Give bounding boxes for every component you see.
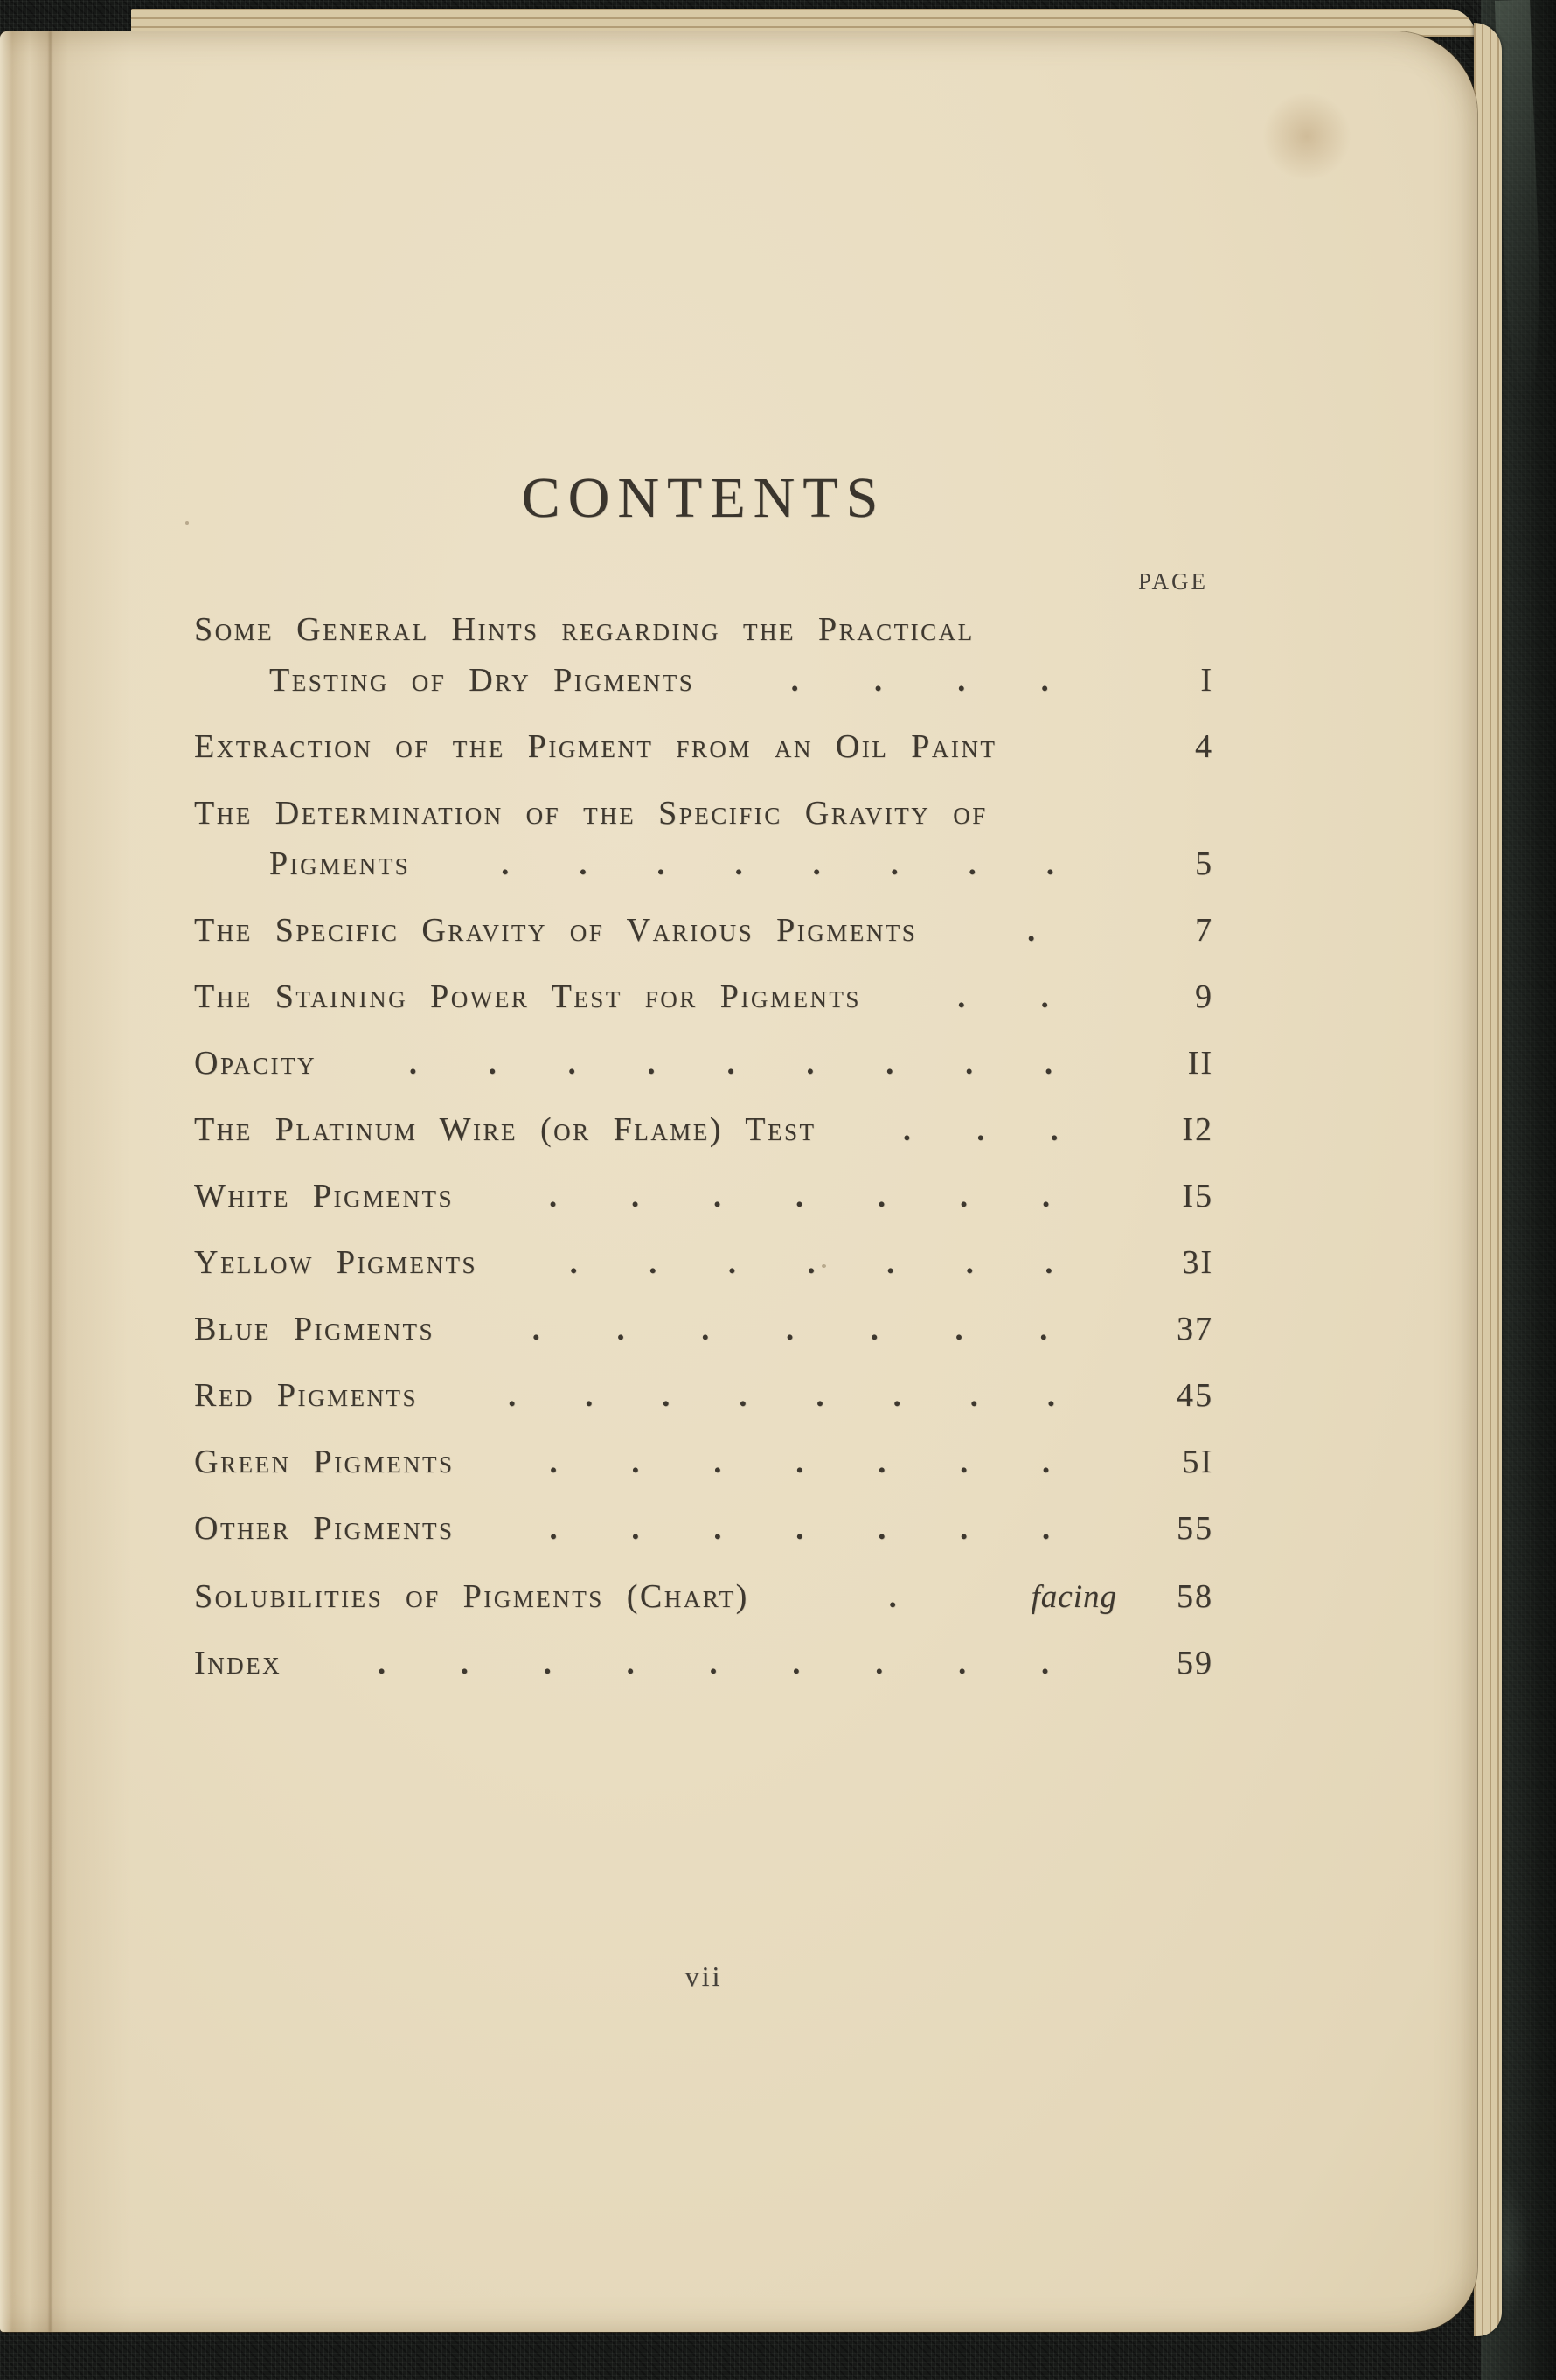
toc-entry-title: Green Pigments bbox=[194, 1444, 455, 1480]
toc-entry-page: I5 bbox=[1182, 1178, 1213, 1214]
toc-entry-title: The Determination of the Specific Gravity of bbox=[194, 795, 988, 832]
leader-dot: . bbox=[1042, 1444, 1051, 1479]
toc-entry bbox=[194, 1509, 1213, 1555]
leader-dot: . bbox=[816, 1378, 824, 1413]
leader-dot: . bbox=[878, 1511, 886, 1546]
toc-entry-title: Index bbox=[194, 1645, 282, 1681]
leader-dot: . bbox=[579, 846, 587, 881]
toc-entry bbox=[194, 845, 1213, 890]
leader-dot: . bbox=[626, 1646, 635, 1681]
leader-dot: . bbox=[726, 1046, 735, 1081]
toc-entry bbox=[194, 1177, 1213, 1222]
toc-dot-leader bbox=[882, 978, 1124, 1015]
leader-dot: . bbox=[976, 1112, 985, 1147]
toc-dot-leader bbox=[498, 1244, 1124, 1281]
leader-dot: . bbox=[508, 1378, 517, 1413]
toc-dot-leader bbox=[302, 1645, 1124, 1681]
leader-dot: . bbox=[713, 1511, 722, 1546]
toc-entry-page: 9 bbox=[1195, 978, 1213, 1015]
leader-dot: . bbox=[888, 1579, 897, 1614]
paper-stain bbox=[1259, 93, 1355, 180]
toc-entry-title: The Staining Power Test for Pigments bbox=[194, 978, 861, 1015]
leader-dot: . bbox=[408, 1046, 417, 1081]
leader-dot: . bbox=[378, 1646, 386, 1681]
leader-dot: . bbox=[870, 1312, 879, 1347]
toc-entry bbox=[194, 1110, 1213, 1156]
leader-dot: . bbox=[647, 1046, 656, 1081]
toc-entry-page: 55 bbox=[1177, 1510, 1213, 1547]
toc-entry-title: Other Pigments bbox=[194, 1510, 455, 1547]
leader-dot: . bbox=[662, 1378, 670, 1413]
toc-entry bbox=[194, 794, 1213, 839]
toc-dot-leader bbox=[770, 1578, 1016, 1615]
leader-dot: . bbox=[1045, 846, 1054, 881]
leader-dot: . bbox=[1041, 1179, 1050, 1214]
leader-dot: . bbox=[734, 846, 743, 881]
toc-entry-title: Extraction of the Pigment from an Oil Paint bbox=[194, 728, 997, 765]
toc-entry-page: 4 bbox=[1195, 728, 1213, 765]
toc-dot-leader bbox=[938, 912, 1124, 949]
leader-dot: . bbox=[792, 1646, 801, 1681]
leader-dot: . bbox=[790, 663, 799, 698]
leader-dot: . bbox=[877, 1179, 886, 1214]
leader-dot: . bbox=[890, 846, 899, 881]
leader-dot: . bbox=[886, 1046, 894, 1081]
leader-dot: . bbox=[727, 1245, 736, 1280]
toc-entry-title: Opacity bbox=[194, 1045, 316, 1082]
leader-dot: . bbox=[968, 846, 976, 881]
leader-dot: . bbox=[531, 1312, 540, 1347]
toc-entry bbox=[194, 1044, 1213, 1089]
page-stack-edge-right bbox=[1474, 23, 1502, 2336]
toc-entry-page: 59 bbox=[1177, 1645, 1213, 1681]
leader-dot: . bbox=[460, 1646, 469, 1681]
folio-page-number: vii bbox=[684, 1960, 723, 1992]
leader-dot: . bbox=[1042, 1511, 1051, 1546]
leader-dot: . bbox=[1027, 913, 1036, 948]
toc-entry-page: 3I bbox=[1182, 1244, 1213, 1281]
leader-dot: . bbox=[965, 1245, 974, 1280]
leader-dot: . bbox=[543, 1646, 552, 1681]
leader-dot: . bbox=[739, 1378, 747, 1413]
leader-dot: . bbox=[955, 1312, 963, 1347]
leader-dot: . bbox=[959, 1179, 968, 1214]
leader-dot: . bbox=[886, 1245, 895, 1280]
leader-dot: . bbox=[488, 1046, 497, 1081]
toc-entry-title: Testing of Dry Pigments bbox=[269, 662, 695, 699]
binding-gutter-shading bbox=[0, 31, 131, 2332]
toc-dot-leader bbox=[837, 1111, 1124, 1148]
leader-dot: . bbox=[712, 1179, 721, 1214]
toc-entry-title: The Platinum Wire (or Flame) Test bbox=[194, 1111, 816, 1148]
leader-dot: . bbox=[902, 1112, 911, 1147]
leader-dot: . bbox=[1045, 1046, 1052, 1081]
leader-dot: . bbox=[960, 1511, 969, 1546]
toc-entry bbox=[194, 1310, 1213, 1355]
leader-dot: . bbox=[875, 1646, 884, 1681]
toc-entry-title: Pigments bbox=[269, 846, 411, 882]
leader-dot: . bbox=[795, 1444, 804, 1479]
toc-entry bbox=[194, 1243, 1213, 1289]
leader-dot: . bbox=[548, 1179, 557, 1214]
leader-dot: . bbox=[807, 1245, 816, 1280]
page-title: CONTENTS bbox=[521, 466, 886, 530]
leader-dot: . bbox=[585, 1378, 594, 1413]
leader-dot: . bbox=[893, 1378, 901, 1413]
leader-dot: . bbox=[806, 1046, 815, 1081]
leader-dot: . bbox=[969, 1378, 978, 1413]
leader-dot: . bbox=[795, 1511, 804, 1546]
toc-dot-leader bbox=[439, 1377, 1124, 1414]
leader-dot: . bbox=[957, 663, 966, 698]
toc-entry-title: Blue Pigments bbox=[194, 1311, 434, 1347]
toc-entry-title: Red Pigments bbox=[194, 1377, 418, 1414]
leader-dot: . bbox=[713, 1444, 722, 1479]
toc-entry bbox=[194, 978, 1213, 1023]
leader-dot: . bbox=[709, 1646, 718, 1681]
leader-dot: . bbox=[1046, 1378, 1055, 1413]
leader-dot: . bbox=[785, 1312, 794, 1347]
toc-dot-leader bbox=[715, 662, 1124, 699]
paper-speck bbox=[185, 521, 189, 525]
toc-entry-title: The Specific Gravity of Various Pigments bbox=[194, 912, 918, 949]
book-page bbox=[0, 31, 1477, 2332]
leader-dot: . bbox=[1039, 1312, 1048, 1347]
toc-entry bbox=[194, 1577, 1213, 1623]
leader-dot: . bbox=[812, 846, 821, 881]
leader-dot: . bbox=[958, 1646, 967, 1681]
toc-dot-leader bbox=[476, 1510, 1124, 1547]
toc-entry-title: Solubilities of Pigments (Chart) bbox=[194, 1578, 749, 1615]
leader-dot: . bbox=[878, 1444, 886, 1479]
leader-dot: . bbox=[1050, 1112, 1059, 1147]
leader-dot: . bbox=[1041, 1646, 1050, 1681]
toc-entry-page: 5 bbox=[1195, 846, 1213, 882]
leader-dot: . bbox=[631, 1444, 640, 1479]
toc-entry-title: White Pigments bbox=[194, 1178, 454, 1214]
leader-dot: . bbox=[1045, 1245, 1053, 1280]
toc-entry-title: Some General Hints regarding the Practical bbox=[194, 611, 975, 648]
leader-dot: . bbox=[795, 1179, 803, 1214]
toc-entry-page: II bbox=[1187, 1045, 1213, 1082]
toc-entry-page: 5I bbox=[1182, 1444, 1213, 1480]
toc-dot-leader bbox=[476, 1444, 1124, 1480]
leader-dot: . bbox=[569, 1245, 578, 1280]
leader-dot: . bbox=[630, 1179, 639, 1214]
toc-entry bbox=[194, 1644, 1213, 1689]
leader-dot: . bbox=[549, 1511, 558, 1546]
toc-entry bbox=[194, 661, 1213, 706]
leader-dot: . bbox=[501, 846, 510, 881]
table-of-contents bbox=[194, 31, 1213, 2332]
toc-entry-page: I bbox=[1200, 662, 1213, 699]
toc-entry-page: 37 bbox=[1177, 1311, 1213, 1347]
toc-entry bbox=[194, 1376, 1213, 1422]
leader-dot: . bbox=[549, 1444, 558, 1479]
toc-dot-leader bbox=[475, 1178, 1124, 1214]
leader-dot: . bbox=[701, 1312, 710, 1347]
toc-dot-leader bbox=[337, 1045, 1124, 1082]
leader-dot: . bbox=[1040, 663, 1049, 698]
toc-dot-leader bbox=[431, 846, 1124, 882]
toc-entry bbox=[194, 1443, 1213, 1488]
toc-entry-page: 58 bbox=[1177, 1578, 1213, 1615]
toc-entry bbox=[194, 911, 1213, 957]
leader-dot: . bbox=[656, 846, 665, 881]
leader-dot: . bbox=[1040, 979, 1049, 1014]
toc-entry-page: 7 bbox=[1195, 912, 1213, 949]
leader-dot: . bbox=[965, 1046, 974, 1081]
leader-dot: . bbox=[873, 663, 882, 698]
leader-dot: . bbox=[960, 1444, 969, 1479]
leader-dot: . bbox=[567, 1046, 576, 1081]
page-column-header: PAGE bbox=[1137, 568, 1208, 595]
toc-facing-label: facing bbox=[1031, 1579, 1117, 1615]
leader-dot: . bbox=[649, 1245, 657, 1280]
toc-dot-leader bbox=[455, 1311, 1124, 1347]
toc-entry bbox=[194, 727, 1213, 773]
leader-dot: . bbox=[616, 1312, 625, 1347]
leader-dot: . bbox=[631, 1511, 640, 1546]
toc-entry-page: I2 bbox=[1182, 1111, 1213, 1148]
leader-dot: . bbox=[957, 979, 966, 1014]
toc-entry bbox=[194, 610, 1213, 656]
toc-entry-page: 45 bbox=[1177, 1377, 1213, 1414]
toc-entry-title: Yellow Pigments bbox=[194, 1244, 478, 1281]
